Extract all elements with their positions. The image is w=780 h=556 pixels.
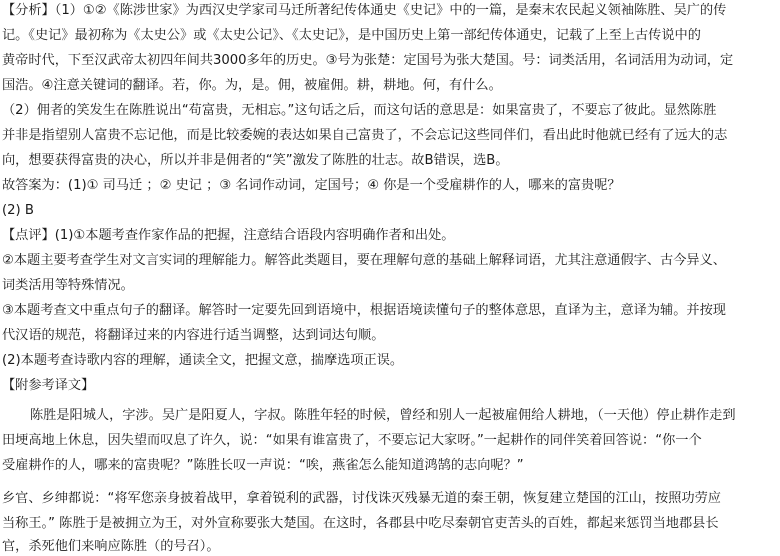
translation-line: 受雇耕作的人，哪来的富贵呢？”陈胜长叹一声说：“唉，燕雀怎么能知道鸿鹄的志向呢？” [2,458,524,473]
translation-line: 田埂高地上休息，因失望而叹息了许久，说：“如果有谁富贵了，不要忘记大家呀。”一起耕作的同伴笑着回答说：“你一个 [2,433,702,448]
text-line: 记。《史记》最初称为《太史公》或《太史公记》、《太史记》，是中国历史上第一部纪传体通史，记载了上至上古传说中的 [2,28,701,43]
translation-line: 官，杀死他们来响应陈胜（的号召）。 [2,539,220,554]
text-line: (2)本题考查诗歌内容的理解，通读全文，把握文意，揣摩选项正误。 [2,353,404,368]
text-line: 并非是指望别人富贵不忘记他，而是比较委婉的表达如果自己富贵了，不会忘记这些同伴们，看出此时他就已经有了远大的志 [2,128,728,143]
text-line: ②本题主要考查学生对文言实词的理解能力。解答此类题目，要在理解句意的基础上解释词语，尤其注意通假字、古今异义、 [2,253,726,268]
text-line: 【分析】（1）①②《陈涉世家》为西汉史学家司马迁所著纪传体通史《史记》中的一篇，是秦末农民起义领袖陈胜、吴广的传 [2,3,727,18]
text-line: ③本题考查文中重点句子的翻译。解答时一定要先回到语境中，根据语境读懂句子的整体意思，直译为主，意译为辅。并按现 [2,303,726,318]
answer-line: 故答案为：(1)① 司马迁 ；② 史记 ；③ 名词作动词，定国号；④ 你是一个受雇耕作的人，哪来的富贵呢？ [2,178,621,193]
text-line: 代汉语的规范，将翻译过来的内容进行适当调整，达到词达句顺。 [2,328,385,343]
text-line: 向，想要获得富贵的决心，所以并非是佣者的“笑”激发了陈胜的壮志。故B错误，选B。 [2,153,509,168]
answer-line: (2) B [2,203,34,218]
translation-heading: 【附参考译文】 [2,378,95,393]
text-line: 黄帝时代，下至汉武帝太初四年间共3000多年的历史。③号为张楚：定国号为张大楚国。号：词类活用，名词活用为动词，定 [2,53,734,68]
translation-line: 当称王。” 陈胜于是被拥立为王，对外宣称要张大楚国。在这时，各郡县中吃尽秦朝官吏苦头的百姓，都起来惩罚当地郡县长 [2,516,719,531]
translation-line: 陈胜是阳城人，字涉。吴广是阳夏人，字叔。陈胜年轻的时候，曾经和别人一起被雇佣给人耕地，（一天他）停止耕作走到 [30,408,736,423]
text-line: 词类活用等特殊情况。 [2,278,134,293]
text-line: （2）佣者的笑发生在陈胜说出“苟富贵，无相忘。”这句话之后，而这句话的意思是：如果富贵了，不要忘了彼此。显然陈胜 [2,103,717,118]
text-line: 国浩。④注意关键词的翻译。若，你。为，是。佣，被雇佣。耕，耕地。何，有什么。 [2,78,502,93]
translation-line: 乡官、乡绅都说：“将军您亲身披着战甲，拿着锐利的武器，讨伐诛灭残暴无道的秦王朝，恢复建立楚国的江山，按照功劳应 [2,491,721,506]
comment-heading-line: 【点评】(1)①本题考查作家作品的把握，注意结合语段内容明确作者和出处。 [2,228,455,243]
